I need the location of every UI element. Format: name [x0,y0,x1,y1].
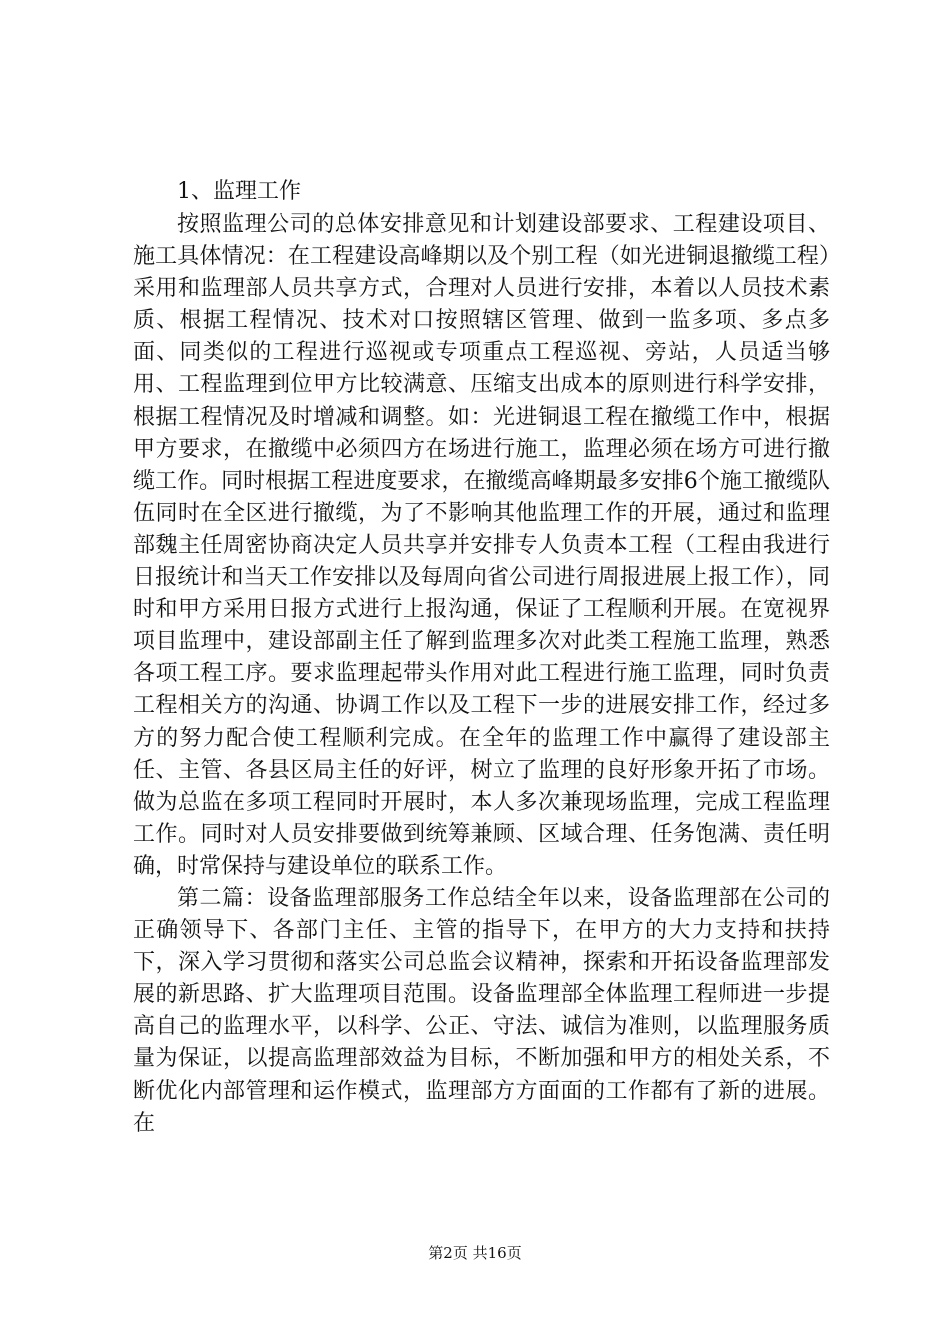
section-heading: 1、监理工作 [177,179,301,204]
page-number-footer: 第2页 共16页 [428,1244,522,1262]
paragraph-supervision-work: 按照监理公司的总体安排意见和计划建设部要求、工程建设项目、施工具体情况：在工程建设高峰期以及个别工程（如光进铜退撤缆工程）采用和监理部人员共享方式，合理对人员进行安排，本着以人员技术素质、根据工程情况、技术对口按照辖区管理、做到一监多项、多点多面、同类似的工程进行巡视或专项重点工程巡视、旁站，人员适当够用、工程监理到位甲方比较满意、压缩支出成本的原则进行科学安排，根据工程情况及时增减和调整。如：光进铜退工程在撤缆工作中，根据甲方要求，在撤缆中必须四方在场进行施工，监理必须在场方可进行撤缆工作。同时根据工程进度要求，在撤缆高峰期最多安排6个施工撤缆队伍同时在全区进行撤缆，为了不影响其他监理工作的开展，通过和监理部魏主任周密协商决定人员共享并安排专人负责本工程（工程由我进行日报统计和当天工作安排以及每周向省公司进行周报进展上报工作），同时和甲方采用日报方式进行上报沟通，保证了工程顺利开展。在宽视界项目监理中，建设部副主任了解到监理多次对此类工程施工监理，熟悉各项工程工序。要求监理起带头作用对此工程进行施工监理，同时负责工程相关方的沟通、协调工作以及工程下一步的进展安排工作，经过多方的努力配合使工程顺利完成。在全年的监理工作中赢得了建设部主任、主管、各县区局主任的好评，树立了监理的良好形象开拓了市场。做为总监在多项工程同时开展时，本人多次兼现场监理，完成工程监理工作。同时对人员安排要做到统筹兼顾、区域合理、任务饱满、责任明确，时常保持与建设单位的联系工作。 [133,212,830,879]
paragraph-second-article: 第二篇：设备监理部服务工作总结全年以来，设备监理部在公司的正确领导下、各部门主任、主管的指导下，在甲方的大力支持和扶持下，深入学习贯彻和落实公司总监会议精神，探索和开拓设备监理部发展的新思路、扩大监理项目范围。设备监理部全体监理工程师进一步提高自己的监理水平，以科学、公正、守法、诚信为准则，以监理服务质量为保证，以提高监理部效益为目标，不断加强和甲方的相处关系，不断优化内部管理和运作模式，监理部方方面面的工作都有了新的进展。在 [133,885,830,1136]
document-body [133,175,830,1140]
